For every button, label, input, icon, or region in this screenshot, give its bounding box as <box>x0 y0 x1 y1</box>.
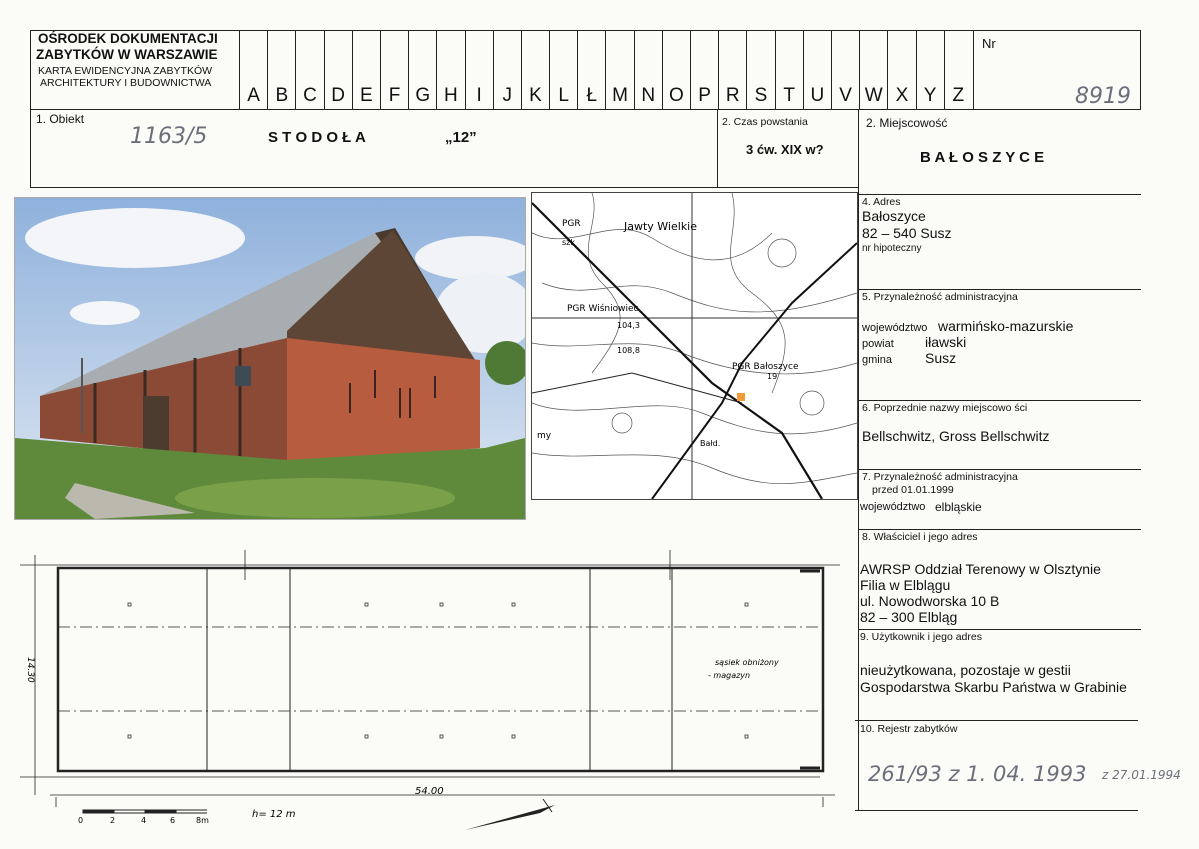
admin-powiat-value: iławski <box>925 334 967 350</box>
letter-cell: T <box>775 31 803 109</box>
plan-note-line1: sąsiek obniżony <box>715 658 779 667</box>
wlasciciel-line1: AWRSP Oddział Terenowy w Olsztynie <box>860 561 1101 577</box>
czas-value: 3 ćw. XIX w? <box>746 142 824 157</box>
sep-7 <box>858 469 1141 470</box>
sep-10 <box>855 720 1138 721</box>
sep-8 <box>858 529 1141 530</box>
adres-label: 4. Adres <box>862 196 901 208</box>
admin-gmina-label: gmina <box>862 354 892 366</box>
topographic-map <box>531 192 858 500</box>
obiekt-name: S T O D O Ł A <box>268 129 366 146</box>
poprzednie-label: 6. Poprzednie nazwy miejscowo ści <box>862 402 1028 414</box>
letter-cell: D <box>324 31 352 109</box>
letter-cell: U <box>803 31 831 109</box>
letter-cell: M <box>605 31 633 109</box>
letter-cell: K <box>521 31 549 109</box>
letter-cell: Ł <box>577 31 605 109</box>
map-label-baloszyce: PGR Bałoszyce <box>732 362 799 372</box>
letter-cell: H <box>436 31 464 109</box>
scale-tick-4: 4 <box>141 816 147 825</box>
adres-line1: Bałoszyce <box>862 208 926 224</box>
frame-row1-bottom <box>30 187 858 188</box>
map-label-pgr: PGR <box>562 219 581 229</box>
admin-old-label: 7. Przynależność administracyjna <box>862 471 1018 483</box>
letter-cell: J <box>493 31 521 109</box>
letter-cell: F <box>380 31 408 109</box>
wlasciciel-line4: 82 – 300 Elbląg <box>860 609 958 625</box>
admin-old-woj-value: elbląskie <box>935 500 982 514</box>
poprzednie-value: Bellschwitz, Gross Bellschwitz <box>862 428 1050 444</box>
adres-line2: 82 – 540 Susz <box>862 225 952 241</box>
rejestr-extra: z 27.01.1994 <box>1102 768 1181 782</box>
obiekt-label: 1. Obiekt <box>36 112 85 126</box>
org-name-line1: OŚRODEK DOKUMENTACJI <box>38 31 218 46</box>
letter-cell: L <box>549 31 577 109</box>
frame-right <box>1140 30 1141 110</box>
plan-note-line2: - magazyn <box>708 671 751 680</box>
wlasciciel-line2: Filia w Elblągu <box>860 577 951 593</box>
frame-divider-nr <box>973 30 974 110</box>
map-label-19: 19 <box>767 372 778 381</box>
letter-cell: W <box>859 31 887 109</box>
map-label-elev1: 104,3 <box>617 321 640 330</box>
obiekt-number: 1163/5 <box>130 124 208 149</box>
frame-left <box>30 30 31 188</box>
map-label-jawty: Jawty Wielkie <box>624 220 698 233</box>
letter-cell: G <box>408 31 436 109</box>
rejestr-label: 10. Rejestr zabytków <box>860 723 958 735</box>
letter-cell: V <box>831 31 859 109</box>
admin-powiat-label: powiat <box>862 338 894 350</box>
map-label-my: my <box>537 431 552 441</box>
letter-cell: Y <box>916 31 944 109</box>
letter-index-row <box>239 31 972 109</box>
letter-cell: C <box>295 31 323 109</box>
dimension-length: 54.00 <box>415 786 444 797</box>
miejscowosc-label: 2. Miejscowość <box>866 116 948 130</box>
nr-label: Nr <box>982 36 996 51</box>
map-label-wisniowiec: PGR Wiśniowiec <box>567 304 639 314</box>
admin-label: 5. Przynależność administracyjna <box>862 291 1018 303</box>
org-name-line2: ZABYTKÓW W WARSZAWIE <box>36 47 218 62</box>
frame-row1-bottom-right <box>858 194 1141 195</box>
scale-tick-0: 0 <box>78 816 84 825</box>
sep-6 <box>858 400 1141 401</box>
frame-header-bottom <box>30 109 1141 110</box>
sep-9 <box>858 629 1141 630</box>
rejestr-value: 261/93 z 1. 04. 1993 <box>868 762 1087 786</box>
sep-bottom <box>855 810 1138 811</box>
nr-value: 8919 <box>1075 84 1131 109</box>
dimension-width: 14.30 <box>25 657 35 683</box>
map-label-elev2: 108,8 <box>617 346 640 355</box>
wlasciciel-line3: ul. Nowodworska 10 B <box>860 593 1000 609</box>
letter-cell: S <box>746 31 774 109</box>
organization-block <box>32 31 238 107</box>
adres-hipoteczny: nr hipoteczny <box>862 243 922 254</box>
letter-cell: N <box>634 31 662 109</box>
letter-cell: E <box>352 31 380 109</box>
map-label-szk: szk <box>562 238 575 247</box>
scale-tick-6: 6 <box>170 816 176 825</box>
org-card-type-line1: KARTA EWIDENCYJNA ZABYTKÓW <box>38 65 213 77</box>
floor-plan <box>20 545 850 840</box>
uzytkownik-line1: nieużytkowana, pozostaje w gestii <box>860 662 1071 678</box>
admin-old-woj-label: województwo <box>860 501 926 513</box>
barn-photo <box>14 197 526 520</box>
admin-woj-value: warmińsko-mazurskie <box>938 318 1074 334</box>
miejscowosc-value: B A Ł O S Z Y C E <box>920 149 1045 166</box>
uzytkownik-line2: Gospodarstwa Skarbu Państwa w Grabinie <box>860 679 1127 695</box>
letter-cell: Z <box>944 31 972 109</box>
height-note: h= 12 m <box>252 809 296 820</box>
scale-tick-2: 2 <box>110 816 116 825</box>
admin-woj-label: województwo <box>862 322 928 334</box>
scale-tick-8: 8m <box>196 816 209 825</box>
sep-5 <box>858 289 1141 290</box>
letter-cell: R <box>718 31 746 109</box>
admin-gmina-value: Susz <box>925 350 957 366</box>
north-arrow-icon <box>465 805 555 830</box>
letter-cell: I <box>465 31 493 109</box>
org-card-type-line2: ARCHITEKTURY I BUDOWNICTWA <box>40 77 212 89</box>
czas-label: 2. Czas powstania <box>722 116 808 128</box>
letter-cell: A <box>239 31 267 109</box>
admin-old-date: przed 01.01.1999 <box>872 484 954 496</box>
letter-cell: P <box>690 31 718 109</box>
wlasciciel-label: 8. Właściciel i jego adres <box>862 531 978 543</box>
uzytkownik-label: 9. Użytkownik i jego adres <box>860 631 982 643</box>
obiekt-quote: „12” <box>445 129 477 146</box>
frame-divider-right <box>858 110 859 810</box>
letter-cell: X <box>887 31 915 109</box>
letter-cell: O <box>662 31 690 109</box>
letter-cell: B <box>267 31 295 109</box>
map-label-bald: Bałd. <box>700 439 721 448</box>
frame-divider-czas <box>717 110 718 188</box>
